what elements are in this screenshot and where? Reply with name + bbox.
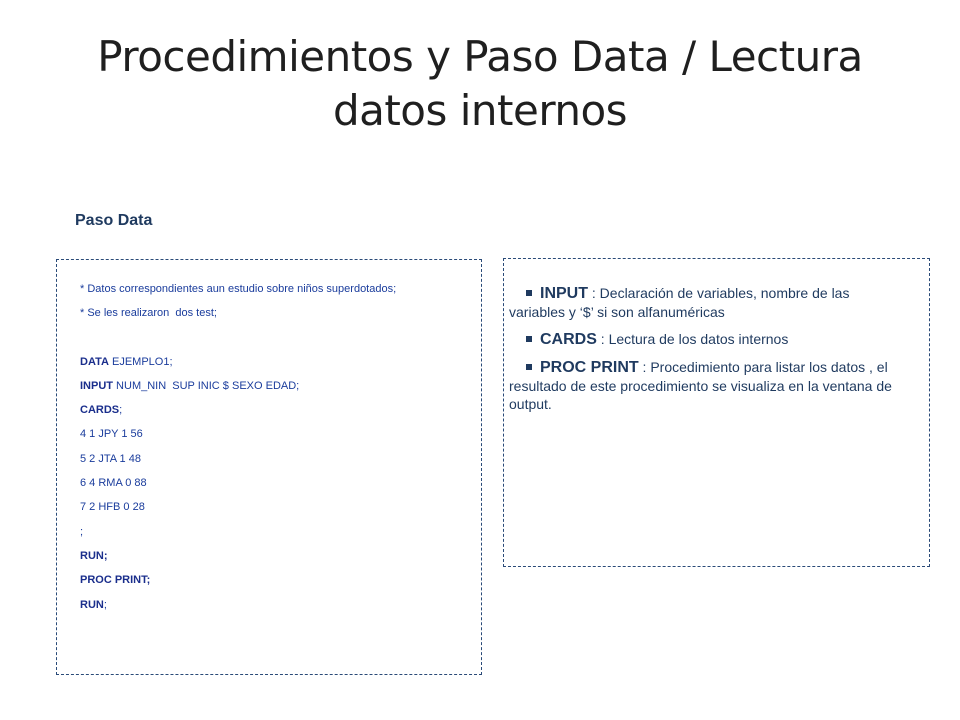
code-comment-line: * Se les realizaron dos test; xyxy=(80,307,217,320)
code-input-statement xyxy=(80,378,396,402)
code-text: ; xyxy=(103,598,107,611)
code-run-statement xyxy=(80,597,396,621)
square-bullet-icon xyxy=(526,290,532,296)
info-separator: : xyxy=(588,285,600,301)
code-data-statement xyxy=(80,354,396,378)
code-panel xyxy=(56,259,482,675)
code-data-row: 4 1 JPY 1 56 xyxy=(80,428,143,441)
code-data-row: 6 4 RMA 0 88 xyxy=(80,477,147,490)
info-term: CARDS xyxy=(540,331,597,348)
info-description: Lectura de los datos internos xyxy=(608,331,789,347)
info-separator: : xyxy=(638,359,651,375)
info-item-cards xyxy=(509,330,909,349)
code-comment-line: * Datos correspondientes aun estudio sobre niños superdotados; xyxy=(80,283,397,295)
code-data-row: 5 2 JTA 1 48 xyxy=(80,452,141,465)
square-bullet-icon xyxy=(526,364,532,370)
code-cards-statement xyxy=(80,402,396,426)
info-term: PROC PRINT xyxy=(540,359,639,376)
code-blank-line xyxy=(80,330,396,354)
code-text: ; xyxy=(119,404,123,417)
code-keyword: DATA xyxy=(80,355,109,368)
code-keyword: CARDS xyxy=(80,404,120,417)
code-run-statement: RUN; xyxy=(80,549,108,562)
info-item-proc-print xyxy=(509,358,909,413)
slide-title xyxy=(40,30,920,138)
section-label: Paso Data xyxy=(75,212,153,229)
code-terminator-line: ; xyxy=(80,525,84,538)
square-bullet-icon xyxy=(526,336,532,342)
code-listing xyxy=(80,281,396,621)
slide-title-line-2: datos internos xyxy=(332,86,628,135)
info-panel xyxy=(503,258,930,567)
info-list xyxy=(509,284,909,422)
code-keyword: INPUT xyxy=(80,379,113,392)
code-keyword: RUN xyxy=(80,598,104,611)
info-item-input xyxy=(509,284,909,321)
info-separator: : xyxy=(596,331,609,347)
slide-title-line-1: Procedimientos y Paso Data / Lectura xyxy=(97,32,863,81)
code-text: NUM_NIN SUP INIC $ SEXO EDAD; xyxy=(113,379,300,392)
info-term: INPUT xyxy=(540,285,588,302)
code-text: EJEMPLO1; xyxy=(108,355,173,368)
info-description: Procedimiento para listar los datos , el resultado de este procedimiento se visualiza en la ventana de output. xyxy=(509,359,892,412)
code-data-row: 7 2 HFB 0 28 xyxy=(80,501,145,514)
code-proc-print-statement: PROC PRINT; xyxy=(80,574,151,587)
info-description: Declaración de variables, nombre de las variables y ‘$’ si son alfanuméricas xyxy=(509,285,850,320)
